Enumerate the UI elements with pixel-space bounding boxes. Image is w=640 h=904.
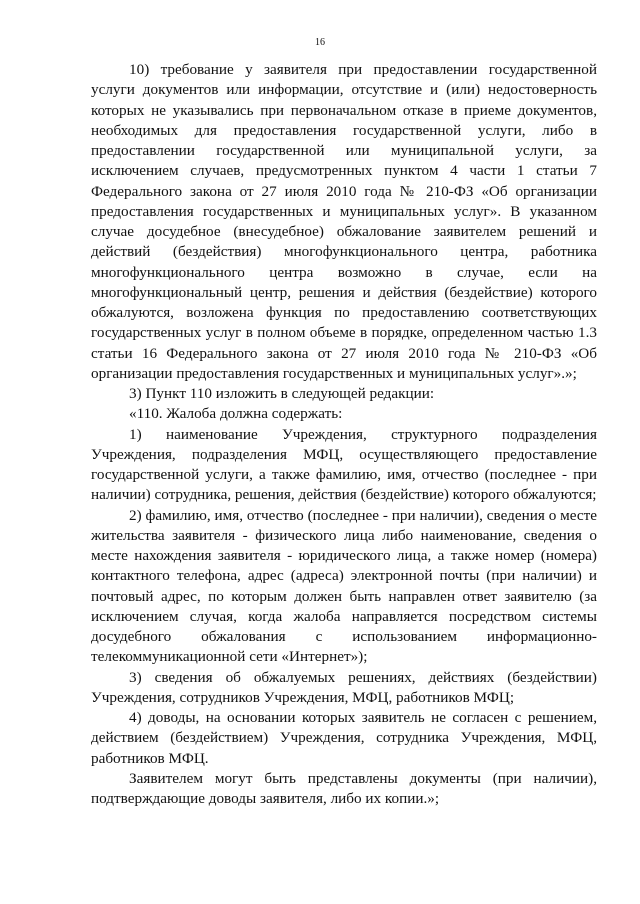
paragraph-item-10: 10) требование у заявителя при предоставлении государственной услуги документов или информации, отсутствие и (или) недостоверность которых не указывались при первоначальном отказе в приеме документов, необходимых для предоставления государственной услуги, либо в предоставлении государственной или муниципальной услуги, за исключением случаев, предусмотренных пунктом 4 части 1 статьи 7 Федерального закона от 27 июля 2010 года № 210-ФЗ «Об организации предоставления государственных и муниципальных услуг». В указанном случае досудебное (внесудебное) обжалование заявителем решений и действий (бездействия) многофункционального центра, работника многофункционального центра возможно в случае, если на многофункциональный центр, решения и действия (бездействие) которого обжалуются, возложена функция по предоставлению соответствующих государственных услуг в полном объеме в порядке, определенном частью 1.3 статьи 16 Федерального закона от 27 июля 2010 года № 210-ФЗ «Об организации предоставления государственных и муниципальных услуг».»; xyxy=(91,61,597,382)
document-body xyxy=(91,60,597,809)
paragraph-item-2: 2) фамилию, имя, отчество (последнее - при наличии), сведения о месте жительства заявителя - физического лица либо наименование, сведения о месте нахождения заявителя - юридического лица, а также номер (номера) контактного телефона, адрес (адреса) электронной почты (при наличии) и почтовый адрес, по которым должен быть направлен ответ заявителю (за исключением случая, когда жалоба направляется посредством системы досудебного обжалования с использованием информационно-телекоммуникационной сети «Интернет»); xyxy=(91,506,597,666)
paragraph-item-1: 1) наименование Учреждения, структурного подразделения Учреждения, подразделения МФЦ, осуществляющего предоставление государственной услуги, а также фамилию, имя, отчество (последнее - при наличии) сотрудника, решения, действия (бездействие) которого обжалуются; xyxy=(91,425,597,504)
paragraph-complaint-contents: «110. Жалоба должна содержать: xyxy=(129,405,343,423)
paragraph-supporting-documents: Заявителем могут быть представлены документы (при наличии), подтверждающие доводы заявителя, либо их копии.»; xyxy=(91,769,597,807)
page-number: 16 xyxy=(315,37,325,48)
paragraph-item-4: 4) доводы, на основании которых заявитель не согласен с решением, действием (бездействием) Учреждения, сотрудника Учреждения, МФЦ, работников МФЦ. xyxy=(91,709,597,767)
paragraph-point-110-intro: 3) Пункт 110 изложить в следующей редакции: xyxy=(129,385,435,402)
paragraph-item-3: 3) сведения об обжалуемых решениях, действиях (бездействии) Учреждения, сотрудников Учреждения, МФЦ, работников МФЦ; xyxy=(91,668,597,706)
